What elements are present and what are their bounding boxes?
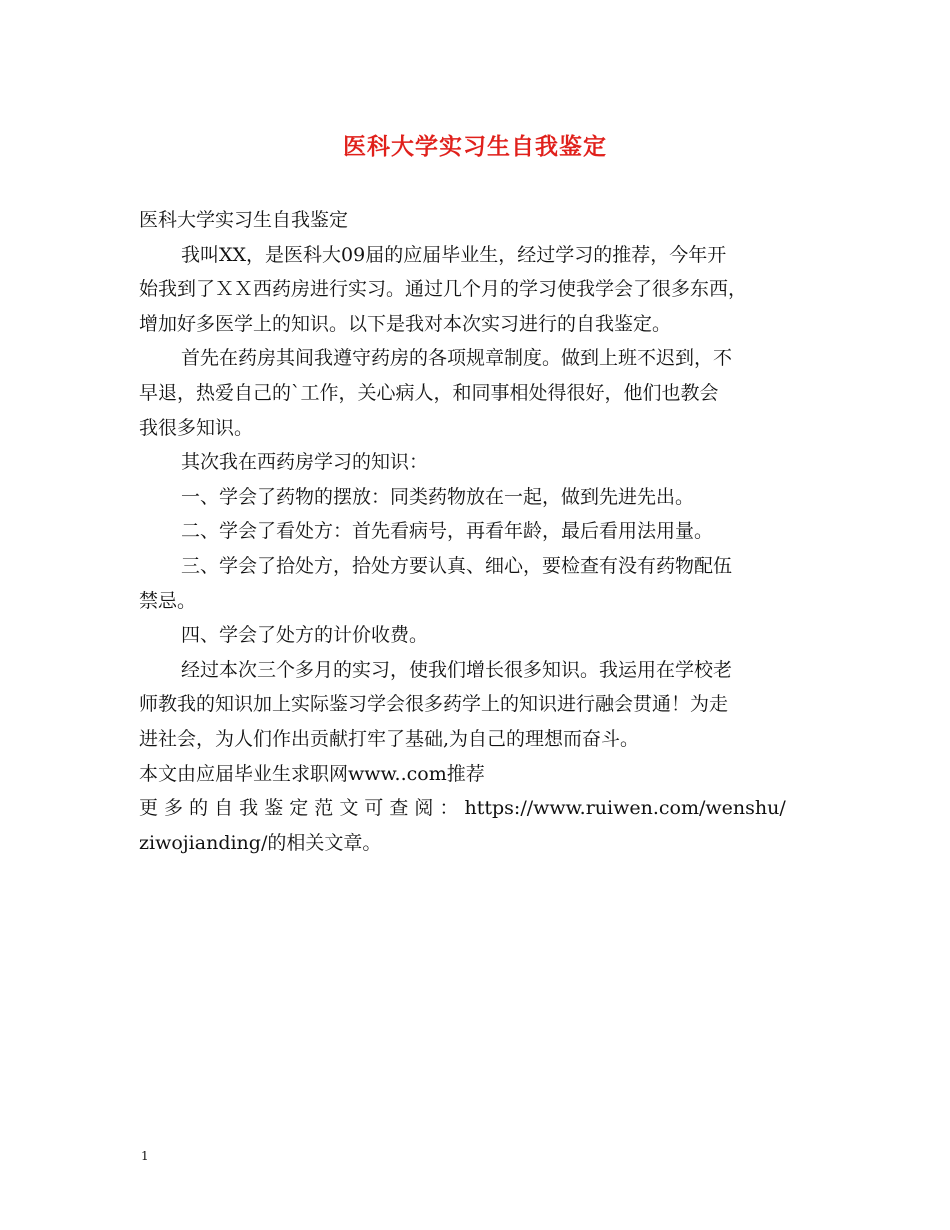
page-number: 1 xyxy=(141,1149,149,1163)
paragraph-line: 进社会，为人们作出贡献打牢了基础,为自己的理想而奋斗。 xyxy=(139,727,640,750)
paragraph-line: 经过本次三个多月的实习，使我们增长很多知识。我运用在学校老 xyxy=(181,658,733,681)
paragraph-line: 增加好多医学上的知识。以下是我对本次实习进行的自我鉴定。 xyxy=(139,312,672,335)
subtitle-line: 医科大学实习生自我鉴定 xyxy=(139,209,349,231)
paragraph-line: 我叫XX，是医科大09届的应届毕业生，经过学习的推荐，今年开 xyxy=(181,243,727,266)
recommendation-line: 本文由应届毕业生求职网www..com推荐 xyxy=(139,762,485,785)
reference-line: ziwojianding/的相关文章。 xyxy=(139,831,382,854)
document-title: 医科大学实习生自我鉴定 xyxy=(343,133,607,160)
list-item-line: 一、学会了药物的摆放：同类药物放在一起，做到先进先出。 xyxy=(181,485,695,508)
list-item-line: 四、学会了处方的计价收费。 xyxy=(181,624,429,647)
list-item-line: 禁忌。 xyxy=(139,589,197,612)
list-item-line: 三、学会了拾处方，拾处方要认真、细心，要检查有没有药物配伍 xyxy=(181,554,733,577)
paragraph-line: 早退，热爱自己的`工作，关心病人，和同事相处得很好，他们也教会 xyxy=(139,381,719,404)
paragraph-line: 我很多知识。 xyxy=(139,416,254,439)
paragraph-line: 首先在药房其间我遵守药房的各项规章制度。做到上班不迟到，不 xyxy=(181,347,733,370)
paragraph-line: 始我到了ＸＸ西药房进行实习。通过几个月的学习使我学会了很多东西， xyxy=(139,278,748,301)
list-item-line: 二、学会了看处方：首先看病号，再看年龄，最后看用法用量。 xyxy=(181,520,714,543)
reference-line: 更 多 的 自 我 鉴 定 范 文 可 查 阅 ： https://www.ruiwen.com/wenshu/ xyxy=(139,797,786,820)
paragraph-line: 其次我在西药房学习的知识： xyxy=(181,451,429,474)
paragraph-line: 师教我的知识加上实际鉴习学会很多药学上的知识进行融会贯通！为走 xyxy=(139,693,729,716)
document-body xyxy=(139,203,815,860)
